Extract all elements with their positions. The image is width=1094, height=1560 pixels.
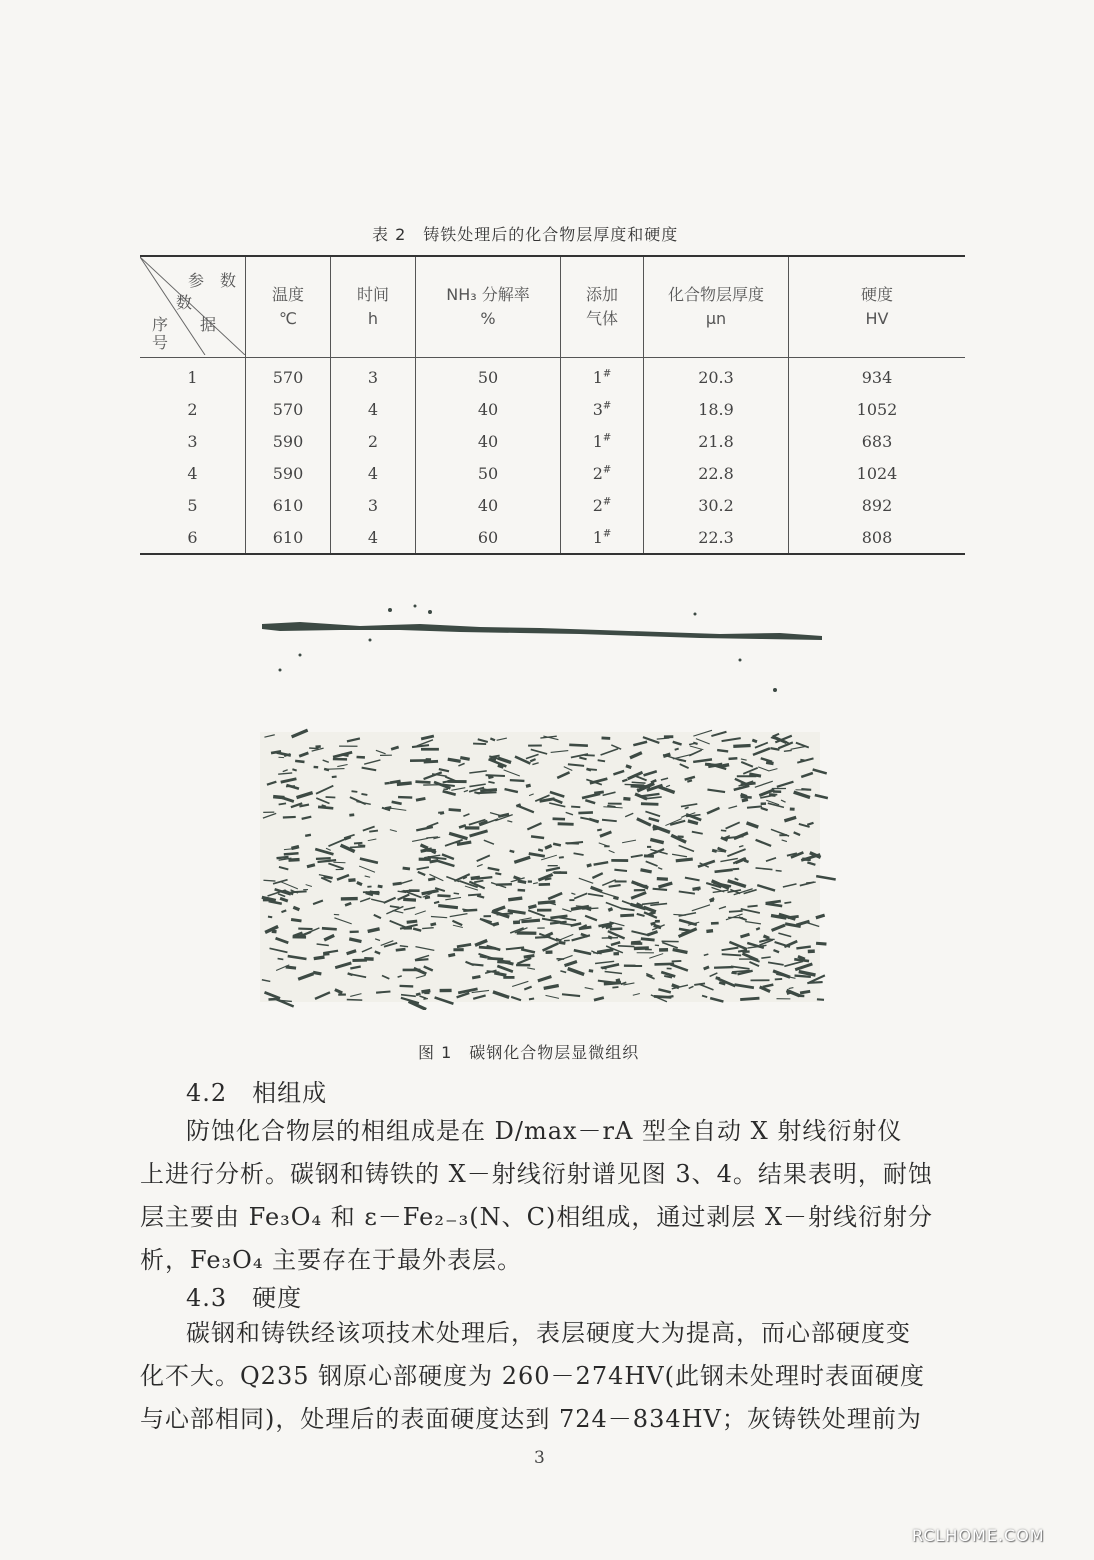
data-table (140, 255, 965, 555)
table-cell: 1# (561, 521, 644, 554)
table-cell: 1# (561, 425, 644, 457)
corner-label-index-2: 号 (152, 333, 169, 352)
page-number: 3 (534, 1448, 545, 1468)
header-thickness: 化合物层厚度 μn (644, 256, 789, 358)
table-cell: 5 (187, 495, 198, 515)
paragraph-line: 碳钢和铸铁经该项技术处理后，表层硬度大为提高，而心部硬度变 (186, 1319, 911, 1347)
table-cell: 21.8 (644, 425, 789, 457)
table-cell: 2# (561, 457, 644, 489)
table-cell: 610 (246, 521, 331, 554)
table-cell: 22.3 (644, 521, 789, 554)
table-cell: 50 (416, 457, 561, 489)
paragraph-line: 层主要由 Fe₃O₄ 和 ε－Fe₂₋₃(N、C)相组成，通过剥层 X－射线衍射分 (140, 1203, 934, 1231)
header-time: 时间 h (331, 256, 416, 358)
table-cell: 570 (246, 393, 331, 425)
corner-header (140, 256, 246, 358)
table-cell: 4 (331, 457, 416, 489)
table-cell: 40 (416, 393, 561, 425)
paragraph-line: 与心部相同)，处理后的表面硬度达到 724－834HV；灰铸铁处理前为 (140, 1405, 922, 1433)
table-cell: 2 (331, 425, 416, 457)
table-cell: 610 (246, 489, 331, 521)
table-row (140, 425, 965, 457)
table-row (140, 358, 965, 394)
corner-label-data-2: 据 (200, 315, 217, 334)
table-cell: 1052 (789, 393, 966, 425)
paragraph-line: 上进行分析。碳钢和铸铁的 X－射线衍射谱见图 3、4。结果表明，耐蚀 (140, 1160, 933, 1188)
table-cell: 3 (187, 431, 198, 451)
figure-caption: 图 1 碳钢化合物层显微组织 (418, 1043, 640, 1062)
table-row (140, 489, 965, 521)
corner-label-index-1: 序 (152, 315, 169, 334)
table-cell: 22.8 (644, 457, 789, 489)
table-cell: 3 (331, 358, 416, 394)
table-cell: 1# (561, 358, 644, 394)
table-caption: 表 2 铸铁处理后的化合物层厚度和硬度 (372, 225, 679, 244)
corner-label-data-1: 数 (176, 293, 193, 312)
table-cell: 30.2 (644, 489, 789, 521)
table-cell: 4 (187, 463, 198, 483)
table-cell: 590 (246, 457, 331, 489)
micrograph-image (240, 600, 840, 1010)
table-cell: 934 (789, 358, 966, 394)
table-cell: 4 (331, 393, 416, 425)
corner-label-params: 参 数 (188, 271, 237, 290)
table-cell: 50 (416, 358, 561, 394)
header-temperature: 温度 ℃ (246, 256, 331, 358)
table-row (140, 521, 965, 554)
table-cell: 20.3 (644, 358, 789, 394)
section-heading-4-2: 4.2 相组成 (186, 1079, 328, 1107)
table-cell: 892 (789, 489, 966, 521)
header-nh3: NH₃ 分解率 % (416, 256, 561, 358)
table-cell: 18.9 (644, 393, 789, 425)
paragraph-line: 防蚀化合物层的相组成是在 D/max－rA 型全自动 X 射线衍射仪 (186, 1117, 903, 1145)
table-cell: 60 (416, 521, 561, 554)
table-cell: 40 (416, 425, 561, 457)
header-hardness: 硬度 HV (789, 256, 966, 358)
table-cell: 1 (187, 367, 198, 387)
table-cell: 3 (331, 489, 416, 521)
table-cell: 808 (789, 521, 966, 554)
watermark-text: RCLHOME.COM (912, 1526, 1045, 1545)
table-cell: 2# (561, 489, 644, 521)
paragraph-line: 化不大。Q235 钢原心部硬度为 260－274HV(此钢未处理时表面硬度 (140, 1362, 925, 1390)
table-cell: 6 (187, 527, 198, 547)
table-header-row (140, 256, 965, 358)
table-row (140, 393, 965, 425)
header-gas: 添加 气体 (561, 256, 644, 358)
table-cell: 683 (789, 425, 966, 457)
table-cell: 590 (246, 425, 331, 457)
section-4-2-body (140, 1110, 970, 1282)
table-row (140, 457, 965, 489)
paragraph-line: 析，Fe₃O₄ 主要存在于最外表层。 (140, 1246, 523, 1274)
table-cell: 4 (331, 521, 416, 554)
table-cell: 570 (246, 358, 331, 394)
table-cell: 3# (561, 393, 644, 425)
table-cell: 1024 (789, 457, 966, 489)
table-cell: 40 (416, 489, 561, 521)
table-cell: 2 (187, 399, 198, 419)
section-heading-4-3: 4.3 硬度 (186, 1284, 303, 1312)
section-4-3-body (140, 1312, 970, 1441)
